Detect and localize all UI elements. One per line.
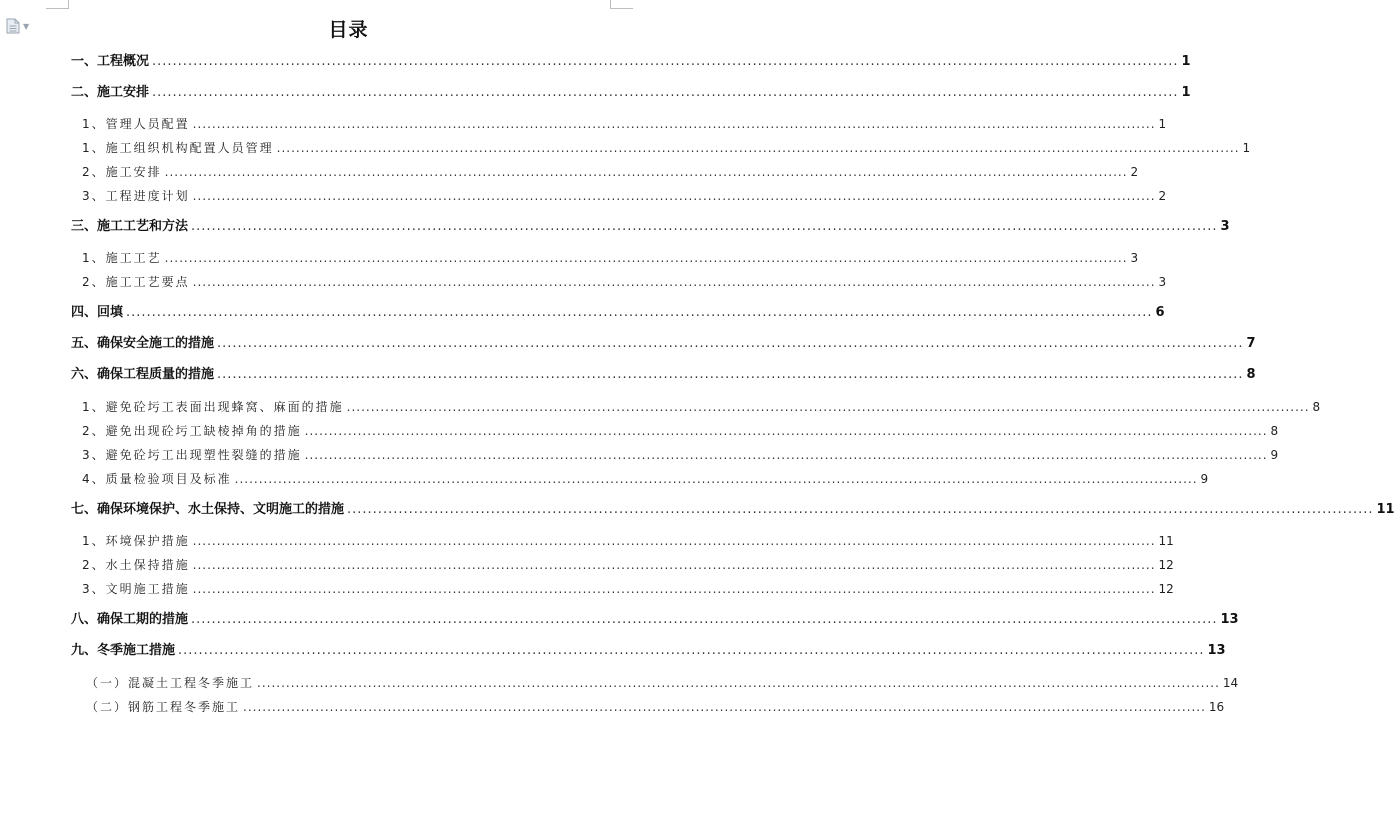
toc-entry-title: 2、水土保持措施 [82,558,190,572]
toc-entry-chapter[interactable] [71,84,1191,102]
toc-page-number: 11 [1376,502,1395,517]
toc-page-number: 12 [1158,558,1174,572]
toc-entry-title: 1、施工工艺 [82,251,162,265]
toc-page-number: 11 [1158,534,1174,548]
toc-dot-leader: ........................................................................................................................................................................................................ [192,189,1156,203]
toc-entry-title: 1、管理人员配置 [82,117,190,131]
toc-page-number: 12 [1158,582,1174,596]
toc-dot-leader: ........................................................................................................................................................................................................ [257,676,1220,690]
toc-dot-leader: ........................................................................................................................................................................................................ [192,117,1156,131]
toc-entry-chapter[interactable] [71,501,1395,519]
toc-entry-title: 四、回填 [71,305,124,320]
toc-dot-leader: ........................................................................................................................................................................................................ [192,558,1156,572]
toc-page-number: 1 [1181,85,1191,100]
toc-entry-section[interactable] [82,532,1174,550]
toc-page-number: 2 [1130,165,1139,179]
toc-entry-section[interactable] [86,674,1239,692]
toc-page-number: 3 [1158,275,1167,289]
toc-dot-leader: ........................................................................................................................................................................................................ [164,165,1128,179]
toc-dot-leader: ........................................................................................................................................................................................................ [178,643,1205,658]
toc-entry-title: 五、确保安全施工的措施 [71,336,215,351]
chevron-down-icon: ▼ [23,21,30,31]
toc-entry-section[interactable] [82,398,1321,416]
toc-dot-leader: ........................................................................................................................................................................................................ [304,424,1268,438]
toc-entry-section[interactable] [82,422,1279,440]
toc-page-number: 14 [1222,676,1239,690]
toc-entry-title: 2、避免出现砼圬工缺棱掉角的措施 [82,424,302,438]
toc-entry-chapter[interactable] [71,53,1191,71]
toc-dot-leader: ........................................................................................................................................................................................................ [304,448,1268,462]
toc-page-number: 3 [1220,219,1230,234]
toc-entry-title: （一）混凝土工程冬季施工 [86,676,255,690]
toc-entry-section[interactable] [82,556,1174,574]
toc-entry-title: 4、质量检验项目及标准 [82,472,232,486]
toc-page-number: 1 [1181,54,1191,69]
toc-dot-leader: ........................................................................................................................................................................................................ [276,141,1240,155]
page-title: 目录 [328,19,369,41]
toc-entry-title: 二、施工安排 [71,85,150,100]
toc-dot-leader: ........................................................................................................................................................................................................ [217,336,1244,351]
toc-page-number: 8 [1246,367,1256,382]
toc-page-number: 16 [1208,700,1225,714]
toc-dot-leader: ........................................................................................................................................................................................................ [152,85,1179,100]
toc-entry-title: 1、环境保护措施 [82,534,190,548]
toc-dot-leader: ........................................................................................................................................................................................................ [126,305,1153,320]
page-corner-mark-right [610,0,633,9]
toc-dot-leader: ........................................................................................................................................................................................................ [243,700,1206,714]
toc-entry-section[interactable] [82,446,1279,464]
toc-entry-chapter[interactable] [71,218,1230,236]
toc-dot-leader: ........................................................................................................................................................................................................ [152,54,1179,69]
toc-entry-title: 九、冬季施工措施 [71,643,176,658]
toc-entry-title: 3、工程进度计划 [82,189,190,203]
toc-entry-title: 六、确保工程质量的措施 [71,367,215,382]
toc-entry-section[interactable] [82,470,1209,488]
toc-page-number: 1 [1242,141,1251,155]
toc-page-number: 1 [1158,117,1167,131]
toc-page-number: 6 [1155,305,1165,320]
toc-entry-title: 八、确保工期的措施 [71,612,189,627]
toc-dot-leader: ........................................................................................................................................................................................................ [191,612,1218,627]
toc-dot-leader: ........................................................................................................................................................................................................ [192,534,1156,548]
toc-entry-title: 1、施工组织机构配置人员管理 [82,141,274,155]
toc-page-number: 13 [1207,643,1226,658]
toc-entry-section[interactable] [86,698,1225,716]
toc-dot-leader: ........................................................................................................................................................................................................ [234,472,1198,486]
toc-entry-section[interactable] [82,163,1139,181]
toc-entry-title: 1、避免砼圬工表面出现蜂窝、麻面的措施 [82,400,344,414]
toc-page-number: 2 [1158,189,1167,203]
toc-entry-chapter[interactable] [71,304,1165,322]
toc-dot-leader: ........................................................................................................................................................................................................ [347,502,1374,517]
toc-entry-title: 2、施工安排 [82,165,162,179]
toc-dot-leader: ........................................................................................................................................................................................................ [192,582,1156,596]
toc-entry-title: 一、工程概况 [71,54,150,69]
toc-page-number: 7 [1246,336,1256,351]
toc-dot-leader: ........................................................................................................................................................................................................ [164,251,1128,265]
toc-page-number: 9 [1270,448,1279,462]
toc-dot-leader: ........................................................................................................................................................................................................ [346,400,1310,414]
toc-entry-section[interactable] [82,273,1167,291]
toc-dot-leader: ........................................................................................................................................................................................................ [217,367,1244,382]
toc-entry-section[interactable] [82,139,1251,157]
toc-page-number: 3 [1130,251,1139,265]
toc-entry-section[interactable] [82,580,1174,598]
toc-entry-chapter[interactable] [71,611,1239,629]
toc-entry-section[interactable] [82,249,1139,267]
toc-dot-leader: ........................................................................................................................................................................................................ [192,275,1156,289]
toc-page-number: 8 [1312,400,1321,414]
toc-entry-chapter[interactable] [71,366,1256,384]
toc-entry-title: 2、施工工艺要点 [82,275,190,289]
page-corner-mark-left [46,0,69,9]
toc-entry-section[interactable] [82,187,1167,205]
toc-entry-title: 3、避免砼圬工出现塑性裂缝的措施 [82,448,302,462]
toc-entry-title: 三、施工工艺和方法 [71,219,189,234]
toc-entry-chapter[interactable] [71,335,1256,353]
toc-entry-title: 七、确保环境保护、水土保持、文明施工的措施 [71,502,345,517]
toc-entry-section[interactable] [82,115,1167,133]
toc-entry-title: 3、文明施工措施 [82,582,190,596]
toc-page-number: 13 [1220,612,1239,627]
toc-dot-leader: ........................................................................................................................................................................................................ [191,219,1218,234]
toc-entry-title: （二）钢筋工程冬季施工 [86,700,241,714]
toc-entry-chapter[interactable] [71,642,1226,660]
toc-page-number: 9 [1200,472,1209,486]
toc-page-number: 8 [1270,424,1279,438]
